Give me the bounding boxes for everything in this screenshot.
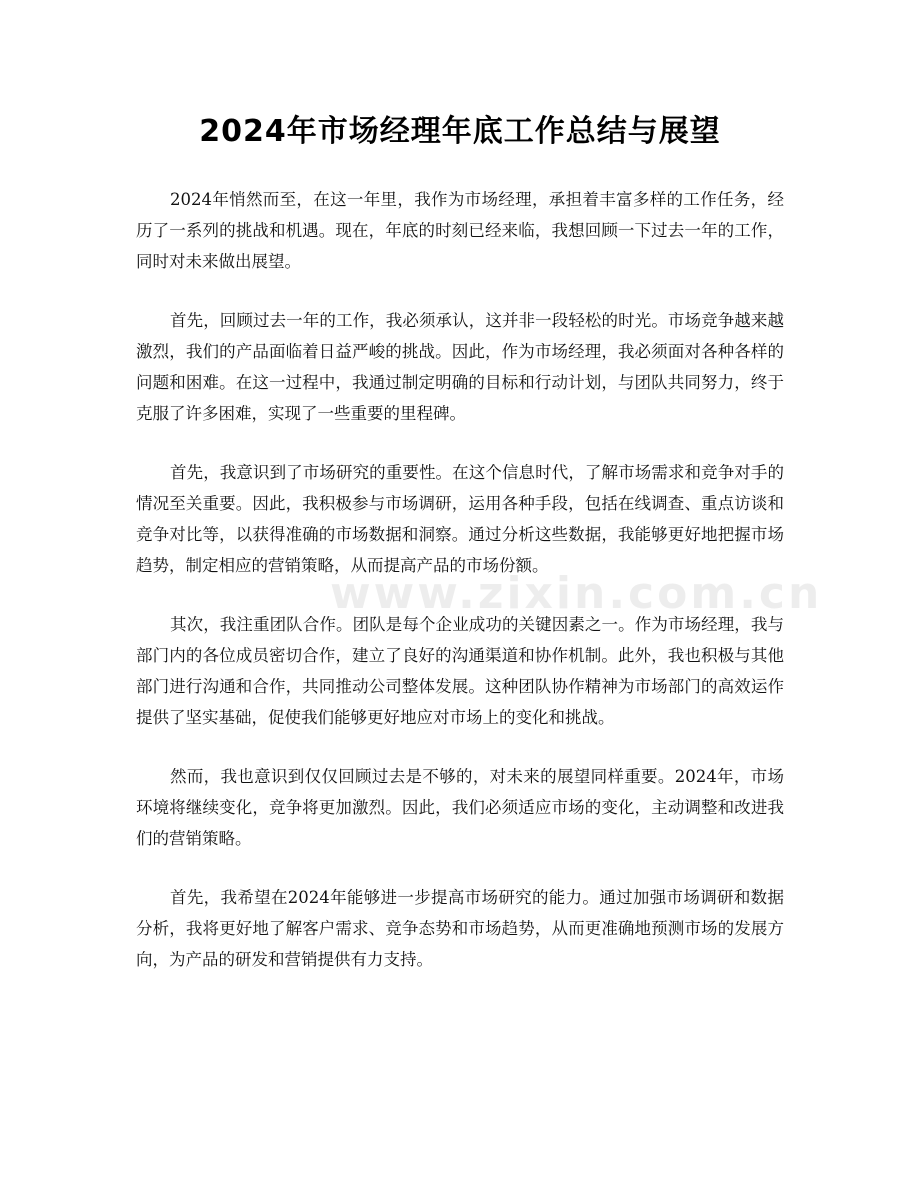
paragraph: 首先，我意识到了市场研究的重要性。在这个信息时代，了解市场需求和竞争对手的情况至关重要。因此，我积极参与市场调研，运用各种手段，包括在线调查、重点访谈和竞争对比等，以获得准确的市场数据和洞察。通过分析这些数据，我能够更好地把握市场趋势，制定相应的营销策略，从而提高产品的市场份额。: [136, 463, 784, 575]
document-title: 2024年市场经理年底工作总结与展望: [199, 114, 721, 149]
paragraph: 首先，我希望在2024年能够进一步提高市场研究的能力。通过加强市场调研和数据分析，我将更好地了解客户需求、竞争态势和市场趋势，从而更准确地预测市场的发展方向，为产品的研发和营销提供有力支持。: [136, 888, 784, 969]
paragraph: 2024年悄然而至，在这一年里，我作为市场经理，承担着丰富多样的工作任务，经历了一系列的挑战和机遇。现在，年底的时刻已经来临，我想回顾一下过去一年的工作，同时对未来做出展望。: [136, 190, 784, 271]
document-body: [136, 184, 784, 1003]
paragraph: 然而，我也意识到仅仅回顾过去是不够的，对未来的展望同样重要。2024年，市场环境将继续变化，竞争将更加激烈。因此，我们必须适应市场的变化，主动调整和改进我们的营销策略。: [136, 767, 784, 848]
paragraph: 其次，我注重团队合作。团队是每个企业成功的关键因素之一。作为市场经理，我与部门内的各位成员密切合作，建立了良好的沟通渠道和协作机制。此外，我也积极与其他部门进行沟通和合作，共同推动公司整体发展。这种团队协作精神为市场部门的高效运作提供了坚实基础，促使我们能够更好地应对市场上的变化和挑战。: [136, 615, 784, 727]
paragraph: 首先，回顾过去一年的工作，我必须承认，这并非一段轻松的时光。市场竞争越来越激烈，我们的产品面临着日益严峻的挑战。因此，作为市场经理，我必须面对各种各样的问题和困难。在这一过程中，我通过制定明确的目标和行动计划，与团队共同努力，终于克服了许多困难，实现了一些重要的里程碑。: [136, 311, 784, 423]
watermark: www.zixin.com.cn: [330, 568, 823, 619]
